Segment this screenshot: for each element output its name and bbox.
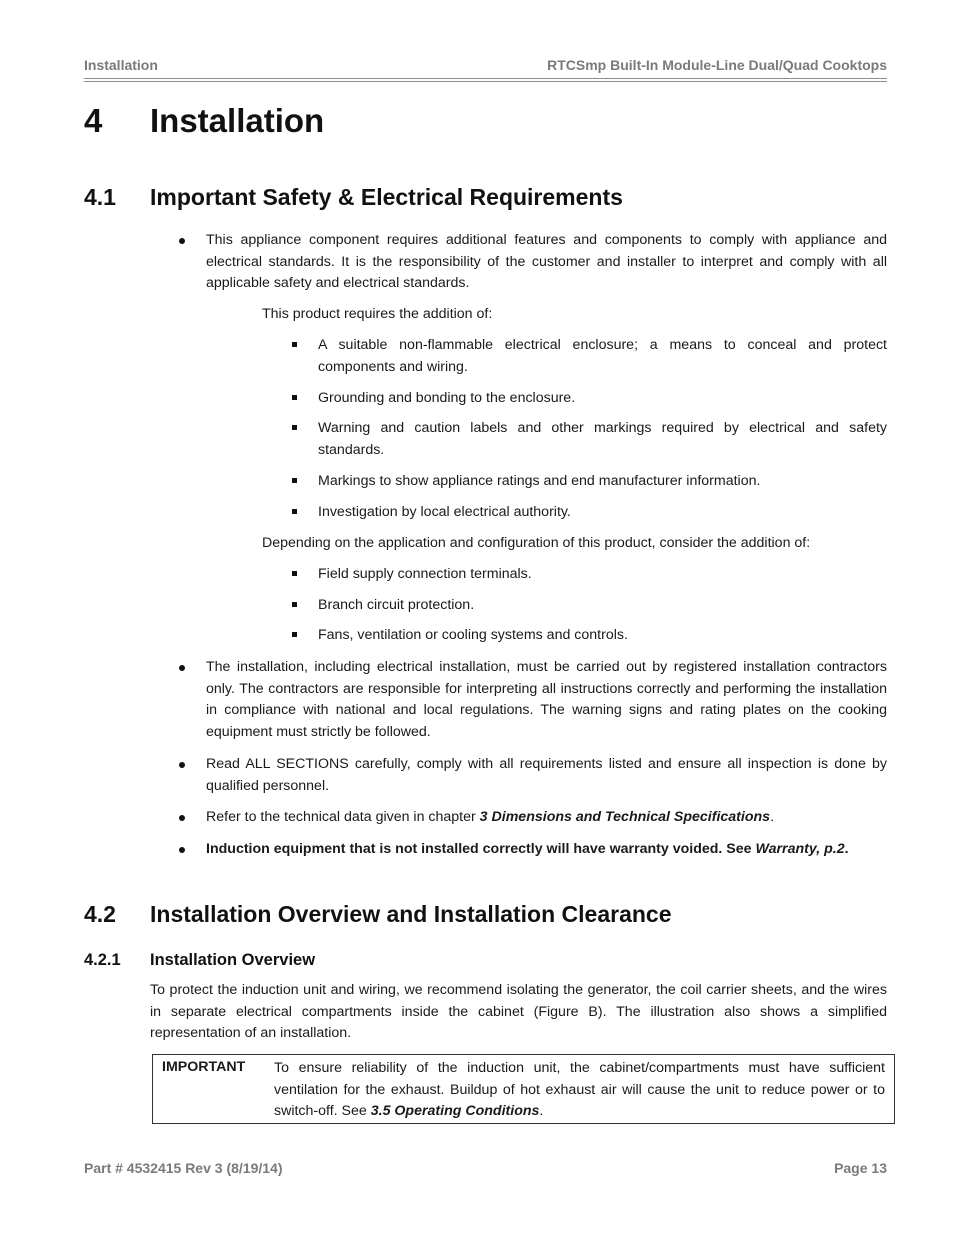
consider-item: Fans, ventilation or cooling systems and controls.	[318, 627, 628, 643]
bullet-dot	[179, 238, 185, 244]
header-rule-double	[84, 81, 887, 82]
important-text-end: .	[539, 1103, 544, 1120]
footer-page-number: Page 13	[834, 1160, 887, 1176]
consider-intro: Depending on the application and configuration of this product, consider the addition of:	[262, 535, 811, 551]
requires-item: A suitable non-flammable electrical enclosure; a means to conceal and protect components and wiring.	[318, 337, 887, 375]
subsection-heading-4-2-1	[84, 951, 315, 970]
bullet-dot	[179, 847, 185, 853]
running-footer	[84, 1160, 887, 1180]
square-bullet	[292, 602, 297, 607]
section-number: 4.1	[84, 184, 116, 210]
warranty-warning-text: Induction equipment that is not installed correctly will have warranty voided. See	[206, 841, 756, 857]
bullet-text-end: .	[770, 809, 775, 825]
section-heading-4-2	[84, 901, 672, 928]
header-rule	[84, 78, 887, 79]
requires-item: Markings to show appliance ratings and end manufacturer information.	[318, 473, 761, 489]
important-text	[274, 1058, 885, 1123]
consider-item: Branch circuit protection.	[318, 597, 475, 613]
bullet-text: This appliance component requires additional features and components to comply with appliance and electrical standards. It is the responsibility of the customer and installer to interpret and comply with all applicable safety and electrical standards.	[206, 232, 887, 292]
running-header	[84, 57, 887, 77]
square-bullet	[292, 425, 297, 430]
bullet-text: Read ALL SECTIONS carefully, comply with all requirements listed and ensure all inspection is done by qualified personnel.	[206, 756, 887, 794]
bullet-text: The installation, including electrical installation, must be carried out by registered installation contractors only. The contractors are responsible for interpreting all instructions correctly and performing the installation in compliance with national and local regulations. The warning signs and rating plates on the cooking equipment must strictly be followed.	[206, 659, 887, 740]
consider-item: Field supply connection terminals.	[318, 566, 532, 582]
chapter-number: 4	[84, 102, 103, 139]
warranty-warning	[206, 839, 887, 861]
bullet-text	[206, 807, 887, 829]
bullet-text-lead: Refer to the technical data given in chapter	[206, 809, 480, 825]
chapter-title: Installation	[150, 102, 325, 139]
bullet-dot	[179, 815, 185, 821]
operating-conditions-reference: 3.5 Operating Conditions	[370, 1103, 540, 1120]
section-number: 4.2	[84, 901, 116, 927]
header-section-name: Installation	[84, 57, 158, 73]
square-bullet	[292, 395, 297, 400]
section-title: Important Safety & Electrical Requirements	[150, 184, 623, 210]
square-bullet	[292, 632, 297, 637]
bullet-dot	[179, 762, 185, 768]
requires-intro: This product requires the addition of:	[262, 306, 493, 322]
bullet-dot	[179, 665, 185, 671]
square-bullet	[292, 509, 297, 514]
important-text-body: To ensure reliability of the induction unit, the cabinet/compartments must have sufficient ventilation for the exhaust. Buildup of hot exhaust air will cause the unit to reduce power or to switch-off. See	[274, 1060, 885, 1120]
important-label: IMPORTANT	[162, 1059, 246, 1075]
subsection-number: 4.2.1	[84, 951, 121, 969]
chapter-reference: 3 Dimensions and Technical Specifications	[479, 809, 771, 825]
warranty-warning-end: .	[844, 841, 849, 857]
overview-paragraph: To protect the induction unit and wiring, we recommend isolating the generator, the coil carrier sheets, and the wires in separate electrical compartments inside the cabinet (Figure B). The illustration also shows a simplified representation of an installation.	[150, 982, 887, 1042]
requires-item: Investigation by local electrical authority.	[318, 504, 571, 520]
square-bullet	[292, 342, 297, 347]
requires-item: Grounding and bonding to the enclosure.	[318, 390, 576, 406]
important-notice-box	[152, 1054, 895, 1124]
header-document-title: RTCSmp Built-In Module-Line Dual/Quad Cooktops	[547, 57, 887, 73]
section-title: Installation Overview and Installation Clearance	[150, 901, 672, 927]
square-bullet	[292, 478, 297, 483]
footer-part-number: Part # 4532415 Rev 3 (8/19/14)	[84, 1160, 283, 1176]
warranty-reference: Warranty, p.2	[755, 841, 845, 857]
square-bullet	[292, 571, 297, 576]
chapter-heading	[84, 102, 324, 140]
requires-item: Warning and caution labels and other markings required by electrical and safety standards.	[318, 420, 887, 458]
section-heading-4-1	[84, 184, 623, 211]
subsection-title: Installation Overview	[150, 951, 316, 969]
